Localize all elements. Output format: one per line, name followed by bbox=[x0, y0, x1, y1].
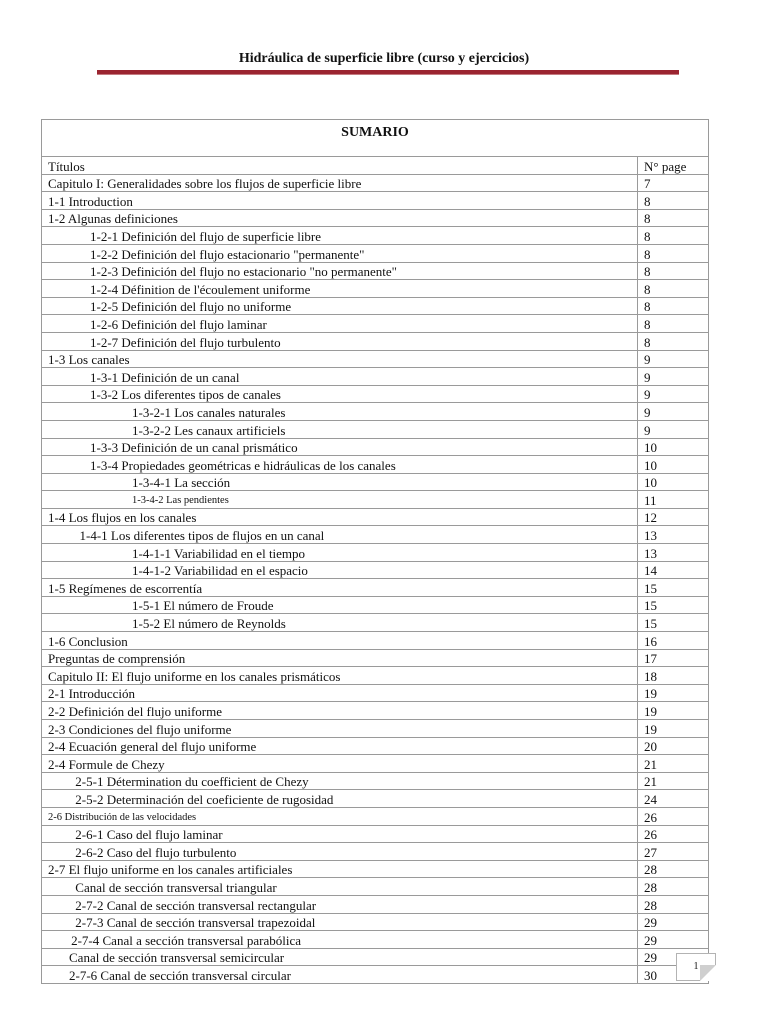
toc-entry-page: 21 bbox=[638, 772, 709, 790]
table-row bbox=[42, 350, 708, 368]
table-row bbox=[42, 737, 708, 755]
table-row bbox=[42, 157, 708, 174]
table-row bbox=[42, 473, 708, 491]
table-row bbox=[42, 878, 708, 896]
toc-entry-title: 2-7-4 Canal a sección transversal parabólica bbox=[42, 931, 638, 949]
table-row bbox=[42, 209, 708, 227]
toc-entry-title: 2-3 Condiciones del flujo uniforme bbox=[42, 720, 638, 738]
toc-entry-page: 28 bbox=[638, 878, 709, 896]
toc-entry-page: N° page bbox=[638, 157, 709, 174]
toc-entry-title: 2-6-1 Caso del flujo laminar bbox=[42, 825, 638, 843]
table-row bbox=[42, 192, 708, 210]
toc-entry-page: 8 bbox=[638, 262, 709, 280]
toc-entry-title: 1-1 Introduction bbox=[42, 192, 638, 210]
toc-entry-title: 1-3-3 Definición de un canal prismático bbox=[42, 438, 638, 456]
table-row bbox=[42, 508, 708, 526]
toc-entry-title: 1-2 Algunas definiciones bbox=[42, 209, 638, 227]
table-row bbox=[42, 667, 708, 685]
toc-entry-page: 19 bbox=[638, 684, 709, 702]
toc-entry-page: 10 bbox=[638, 473, 709, 491]
toc-entry-page: 30 bbox=[638, 966, 709, 983]
toc-entry-page: 13 bbox=[638, 526, 709, 544]
toc-entry-title: 2-7-6 Canal de sección transversal circular bbox=[69, 967, 291, 983]
toc-entry-title: 1-4-1 Los diferentes tipos de flujos en un canal bbox=[42, 526, 638, 544]
toc-entry-title: 1-5-1 El número de Froude bbox=[42, 596, 638, 614]
toc-entry-title: 1-3 Los canales bbox=[42, 350, 638, 368]
toc-entry-title: 1-2-7 Definición del flujo turbulento bbox=[42, 332, 638, 350]
table-row bbox=[42, 755, 708, 773]
toc-entry-title: 1-5 Regímenes de escorrentía bbox=[42, 579, 638, 597]
table-row bbox=[42, 227, 708, 245]
toc-entry-page: 20 bbox=[638, 737, 709, 755]
toc-entry-page: 29 bbox=[638, 948, 709, 966]
toc-entry-title: 2-6-2 Caso del flujo turbulento bbox=[42, 843, 638, 861]
toc-entry-page: 28 bbox=[638, 860, 709, 878]
toc-entry-title: Canal de sección transversal semicircular bbox=[42, 948, 638, 966]
table-row bbox=[42, 368, 708, 386]
table-row bbox=[42, 420, 708, 438]
table-row bbox=[42, 772, 708, 790]
table-row bbox=[42, 244, 708, 262]
page-fold-icon bbox=[700, 965, 716, 981]
toc-entry-title: 2-5-1 Détermination du coefficient de Chezy bbox=[42, 772, 638, 790]
toc-entry-title: 1-3-1 Definición de un canal bbox=[42, 368, 638, 386]
toc-entry-title: 1-2-5 Definición del flujo no uniforme bbox=[42, 297, 638, 315]
toc-entry-title: 2-7 El flujo uniforme en los canales artificiales bbox=[42, 860, 638, 878]
toc-entry-title: 1-3-4-1 La sección bbox=[42, 473, 638, 491]
toc-entry-title: 2-5-2 Determinación del coeficiente de rugosidad bbox=[42, 790, 638, 808]
toc-entry-page: 8 bbox=[638, 297, 709, 315]
table-row bbox=[42, 280, 708, 298]
table-row bbox=[42, 596, 708, 614]
toc-entry-title: 1-2-1 Definición del flujo de superficie libre bbox=[42, 227, 638, 245]
toc-entry-page: 29 bbox=[638, 931, 709, 949]
toc-entry-title: 1-3-2-1 Los canales naturales bbox=[42, 403, 638, 421]
toc-entry-title: 2-4 Ecuación general del flujo uniforme bbox=[42, 737, 638, 755]
table-row bbox=[42, 860, 708, 878]
table-row bbox=[42, 403, 708, 421]
toc-entry-title: Capitulo II: El flujo uniforme en los canales prismáticos bbox=[42, 667, 638, 685]
table-row bbox=[42, 720, 708, 738]
table-row bbox=[42, 561, 708, 579]
toc-entry-title: 1-2-2 Definición del flujo estacionario "permanente" bbox=[42, 244, 638, 262]
toc-entry-page: 8 bbox=[638, 209, 709, 227]
table-row bbox=[42, 438, 708, 456]
toc-entry-page: 26 bbox=[638, 825, 709, 843]
toc-heading bbox=[42, 120, 708, 157]
toc-entry-title: 1-3-4-2 Las pendientes bbox=[42, 491, 638, 509]
table-row bbox=[42, 790, 708, 808]
table-row bbox=[42, 579, 708, 597]
page-number-badge bbox=[676, 953, 716, 981]
toc-entry-title: 1-3-4 Propiedades geométricas e hidráulicas de los canales bbox=[42, 456, 638, 474]
table-row bbox=[42, 456, 708, 474]
toc-entry-page: 8 bbox=[638, 332, 709, 350]
table-of-contents bbox=[41, 119, 709, 984]
toc-entry-page: 9 bbox=[638, 350, 709, 368]
table-row bbox=[42, 174, 708, 192]
toc-entry-title: 2-2 Definición del flujo uniforme bbox=[42, 702, 638, 720]
toc-entry-page: 8 bbox=[638, 280, 709, 298]
toc-entry-title: 1-4 Los flujos en los canales bbox=[42, 508, 638, 526]
toc-entry-title: 1-3-2-2 Les canaux artificiels bbox=[42, 420, 638, 438]
toc-entry-page: 10 bbox=[638, 456, 709, 474]
header-divider bbox=[97, 70, 679, 74]
table-row bbox=[42, 948, 708, 966]
table-row bbox=[42, 649, 708, 667]
table-row bbox=[42, 931, 708, 949]
table-row bbox=[42, 702, 708, 720]
toc-entry-page: 21 bbox=[638, 755, 709, 773]
toc-entry-page: 16 bbox=[638, 632, 709, 650]
toc-entry-title: 1-2-4 Définition de l'écoulement uniforme bbox=[42, 280, 638, 298]
toc-entry-page: 9 bbox=[638, 368, 709, 386]
toc-heading-text: SUMARIO bbox=[341, 125, 409, 140]
toc-entry-title: 1-4-1-2 Variabilidad en el espacio bbox=[42, 561, 638, 579]
toc-entry-page: 15 bbox=[638, 614, 709, 632]
toc-entry-title: 1-6 Conclusion bbox=[42, 632, 638, 650]
table-row bbox=[42, 332, 708, 350]
table-row bbox=[42, 544, 708, 562]
toc-entry-page: 9 bbox=[638, 420, 709, 438]
toc-table bbox=[42, 157, 708, 983]
table-row bbox=[42, 297, 708, 315]
toc-entry-page: 17 bbox=[638, 649, 709, 667]
table-row bbox=[42, 843, 708, 861]
table-row bbox=[42, 825, 708, 843]
toc-entry-page: 7 bbox=[638, 174, 709, 192]
toc-entry-page: 10 bbox=[638, 438, 709, 456]
toc-entry-title: 2-7-2 Canal de sección transversal rectangular bbox=[42, 895, 638, 913]
page-number: 1 bbox=[693, 961, 699, 972]
toc-entry-page: 18 bbox=[638, 667, 709, 685]
toc-entry-title: 1-2-6 Definición del flujo laminar bbox=[42, 315, 638, 333]
table-row bbox=[42, 526, 708, 544]
table-row bbox=[42, 632, 708, 650]
toc-entry-title: 1-4-1-1 Variabilidad en el tiempo bbox=[42, 544, 638, 562]
toc-entry-page: 27 bbox=[638, 843, 709, 861]
toc-entry-title: Preguntas de comprensión bbox=[42, 649, 638, 667]
table-row bbox=[42, 491, 708, 509]
table-row bbox=[42, 385, 708, 403]
toc-entry-page: 26 bbox=[638, 807, 709, 825]
toc-entry-page: 19 bbox=[638, 720, 709, 738]
toc-entry-page: 24 bbox=[638, 790, 709, 808]
toc-entry-page: 9 bbox=[638, 385, 709, 403]
toc-entry-page: 9 bbox=[638, 403, 709, 421]
toc-entry-title: 2-4 Formule de Chezy bbox=[42, 755, 638, 773]
toc-entry-page: 8 bbox=[638, 315, 709, 333]
toc-entry-page: 8 bbox=[638, 192, 709, 210]
table-row bbox=[42, 966, 708, 983]
table-row bbox=[42, 913, 708, 931]
toc-entry-title: 1-3-2 Los diferentes tipos de canales bbox=[42, 385, 638, 403]
document-header-title: Hidráulica de superficie libre (curso y ejercicios) bbox=[238, 51, 530, 66]
toc-entry-page: 13 bbox=[638, 544, 709, 562]
toc-entry-title: Capitulo I: Generalidades sobre los flujos de superficie libre bbox=[42, 174, 638, 192]
toc-entry-page: 11 bbox=[638, 491, 709, 509]
table-row bbox=[42, 807, 708, 825]
toc-entry-page: 29 bbox=[638, 913, 709, 931]
toc-entry-page: 8 bbox=[638, 244, 709, 262]
toc-entry-title: Títulos bbox=[42, 157, 638, 174]
toc-entry-title: 2-1 Introducción bbox=[42, 684, 638, 702]
table-row bbox=[42, 895, 708, 913]
toc-entry-title: 1-5-2 El número de Reynolds bbox=[42, 614, 638, 632]
table-row bbox=[42, 684, 708, 702]
toc-entry-page: 12 bbox=[638, 508, 709, 526]
table-row bbox=[42, 262, 708, 280]
toc-entry-title: 2-6 Distribución de las velocidades bbox=[42, 807, 638, 825]
toc-entry-page: 14 bbox=[638, 561, 709, 579]
toc-entry-page: 28 bbox=[638, 895, 709, 913]
table-row bbox=[42, 614, 708, 632]
table-row bbox=[42, 315, 708, 333]
toc-entry-page: 8 bbox=[638, 227, 709, 245]
toc-entry-title: Canal de sección transversal triangular bbox=[42, 878, 638, 896]
toc-entry-page: 15 bbox=[638, 596, 709, 614]
toc-entry-title: 1-2-3 Definición del flujo no estacionario "no permanente" bbox=[42, 262, 638, 280]
toc-entry-page: 15 bbox=[638, 579, 709, 597]
toc-entry-title: 2-7-3 Canal de sección transversal trapezoidal bbox=[42, 913, 638, 931]
toc-entry-page: 19 bbox=[638, 702, 709, 720]
